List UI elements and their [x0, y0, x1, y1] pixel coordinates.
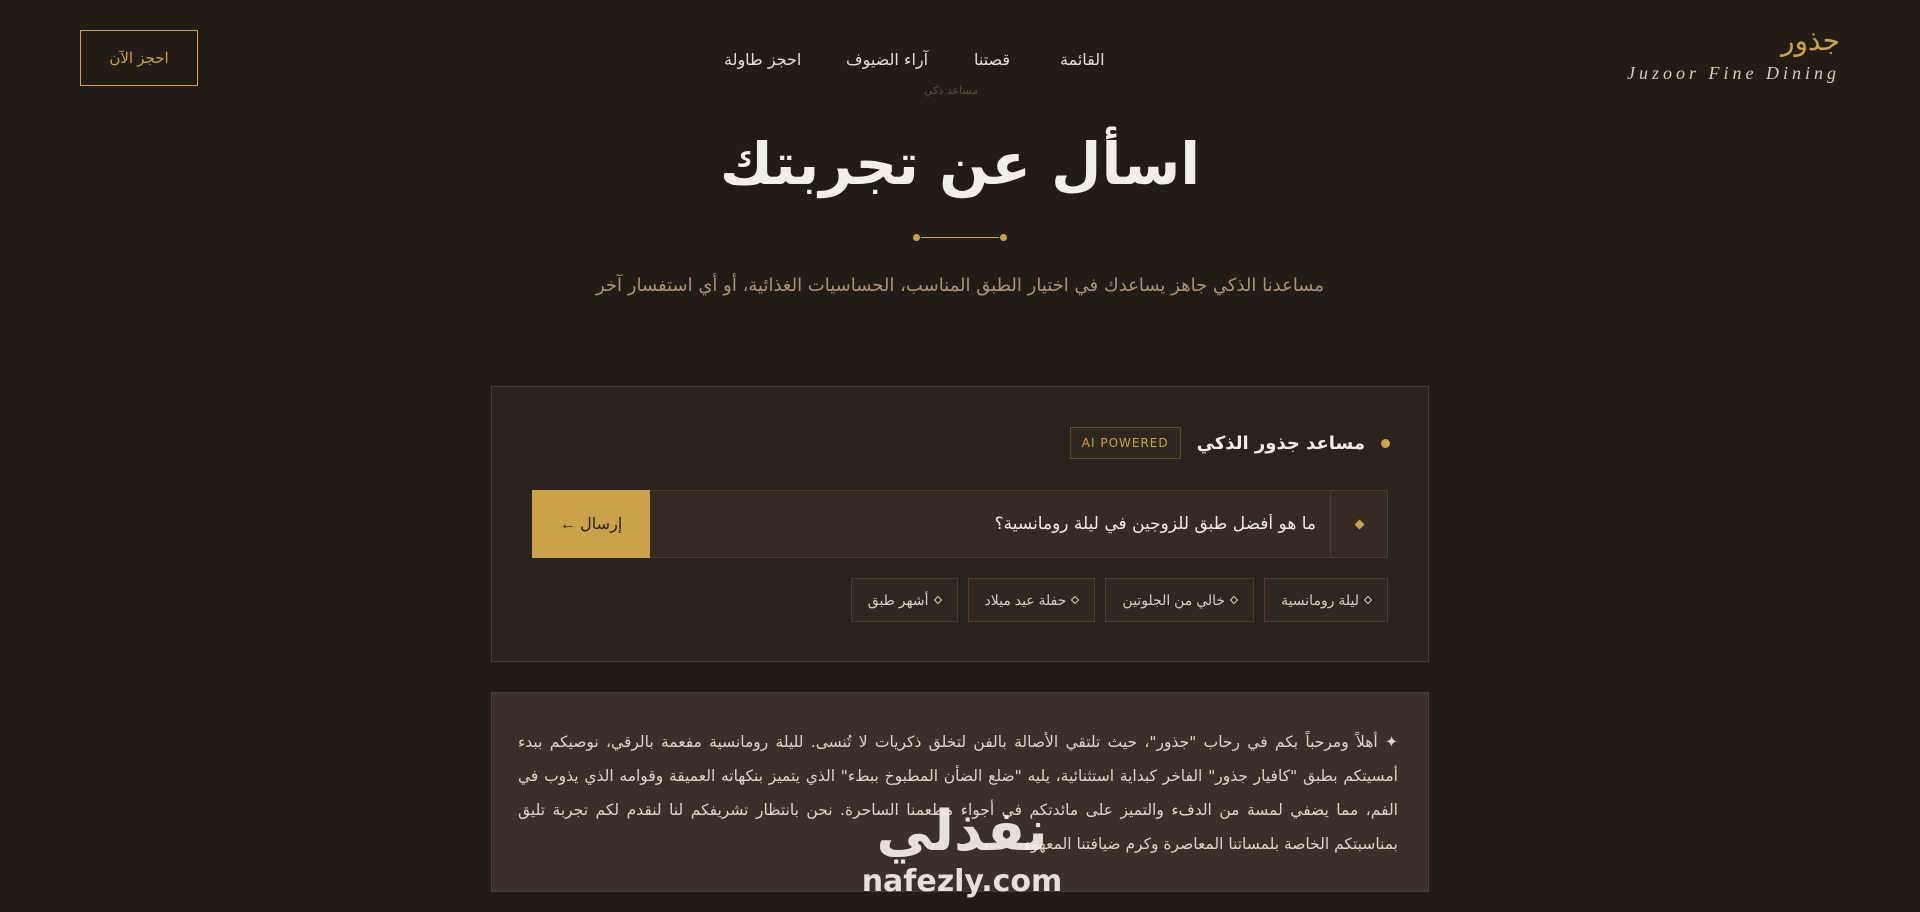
ai-powered-badge: AI POWERED	[1070, 427, 1181, 459]
chip-label: حفلة عيد ميلاد	[984, 591, 1067, 608]
diamond-outline-icon	[1364, 596, 1372, 604]
nav-item-reviews[interactable]: آراء الضيوف	[846, 50, 929, 69]
watermark-arabic: نفذلي	[876, 799, 1048, 864]
diamond-outline-icon	[1230, 596, 1238, 604]
chip-label: أشهر طبق	[867, 591, 929, 608]
divider-line	[921, 237, 999, 238]
diamond-outline-icon	[933, 596, 941, 604]
nav-sub-label: مساعد ذكي	[924, 84, 979, 97]
assistant-title: مساعد جذور الذكي	[1196, 432, 1365, 454]
title-divider	[913, 233, 1007, 243]
assistant-header	[1070, 427, 1390, 459]
logo-arabic: جذور	[1780, 24, 1840, 57]
diamond-icon	[1354, 519, 1364, 529]
assistant-response	[491, 692, 1429, 892]
chip-romantic-night[interactable]	[1264, 578, 1388, 622]
divider-dot-left	[913, 234, 920, 241]
question-icon-box	[1330, 491, 1387, 557]
divider-dot-right	[1000, 234, 1007, 241]
chip-popular-dish[interactable]	[851, 578, 958, 622]
chip-birthday[interactable]	[968, 578, 1096, 622]
watermark-url: nafezly.com	[861, 864, 1063, 899]
response-text: ✦ أهلاً ومرحباً بكم في رحاب "جذور"، حيث تلتقي الأصالة بالفن لتخلق ذكريات لا تُنسى. لليلة رومانسية مفعمة بالرقي، نوصيكم ببدء أمسيتكم بطبق "كافيار جذور" الفاخر كبداية استثنائية، يليه "ضلع الضأن المطبوخ ببطء" الذي يتميز بنكهاته العميقة وقوامه الذي يذوب في الفم، مما يضفي لمسة من الدفء والتميز على مائدتكم في أجواء مطعمنا الساحرة. نحن بانتظار تشريفكم لنا لنقدم لكم تجربة تليق بمناسبتكم الخاصة بلمساتنا المعاصرة وكرم ضيافتنا المعهود	[518, 733, 1398, 853]
question-input[interactable]	[651, 491, 1330, 557]
assistant-card	[491, 386, 1429, 662]
logo[interactable]	[1627, 26, 1840, 84]
page-title: اسأل عن تجربتك	[719, 130, 1201, 198]
suggestion-chips	[851, 578, 1388, 622]
status-dot-icon	[1381, 439, 1390, 448]
question-row	[532, 490, 1388, 558]
nav-item-reserve[interactable]: احجز طاولة	[724, 50, 802, 69]
nav-item-story[interactable]: قصتنا	[974, 50, 1011, 69]
diamond-outline-icon	[1071, 596, 1079, 604]
logo-english: Juzoor Fine Dining	[1627, 62, 1840, 83]
chip-label: خالي من الجلوتين	[1122, 591, 1226, 608]
chip-gluten-free[interactable]	[1105, 578, 1254, 622]
nav-item-menu[interactable]: القائمة	[1060, 50, 1105, 69]
send-button[interactable]: إرسال ←	[532, 490, 650, 558]
page-subtitle: مساعدنا الذكي جاهز يساعدك في اختيار الطبق المناسب، الحساسيات الغذائية، أو أي استفسار آخر	[595, 275, 1324, 296]
chip-label: ليلة رومانسية	[1281, 591, 1359, 608]
book-now-button[interactable]: احجز الآن	[80, 30, 198, 86]
